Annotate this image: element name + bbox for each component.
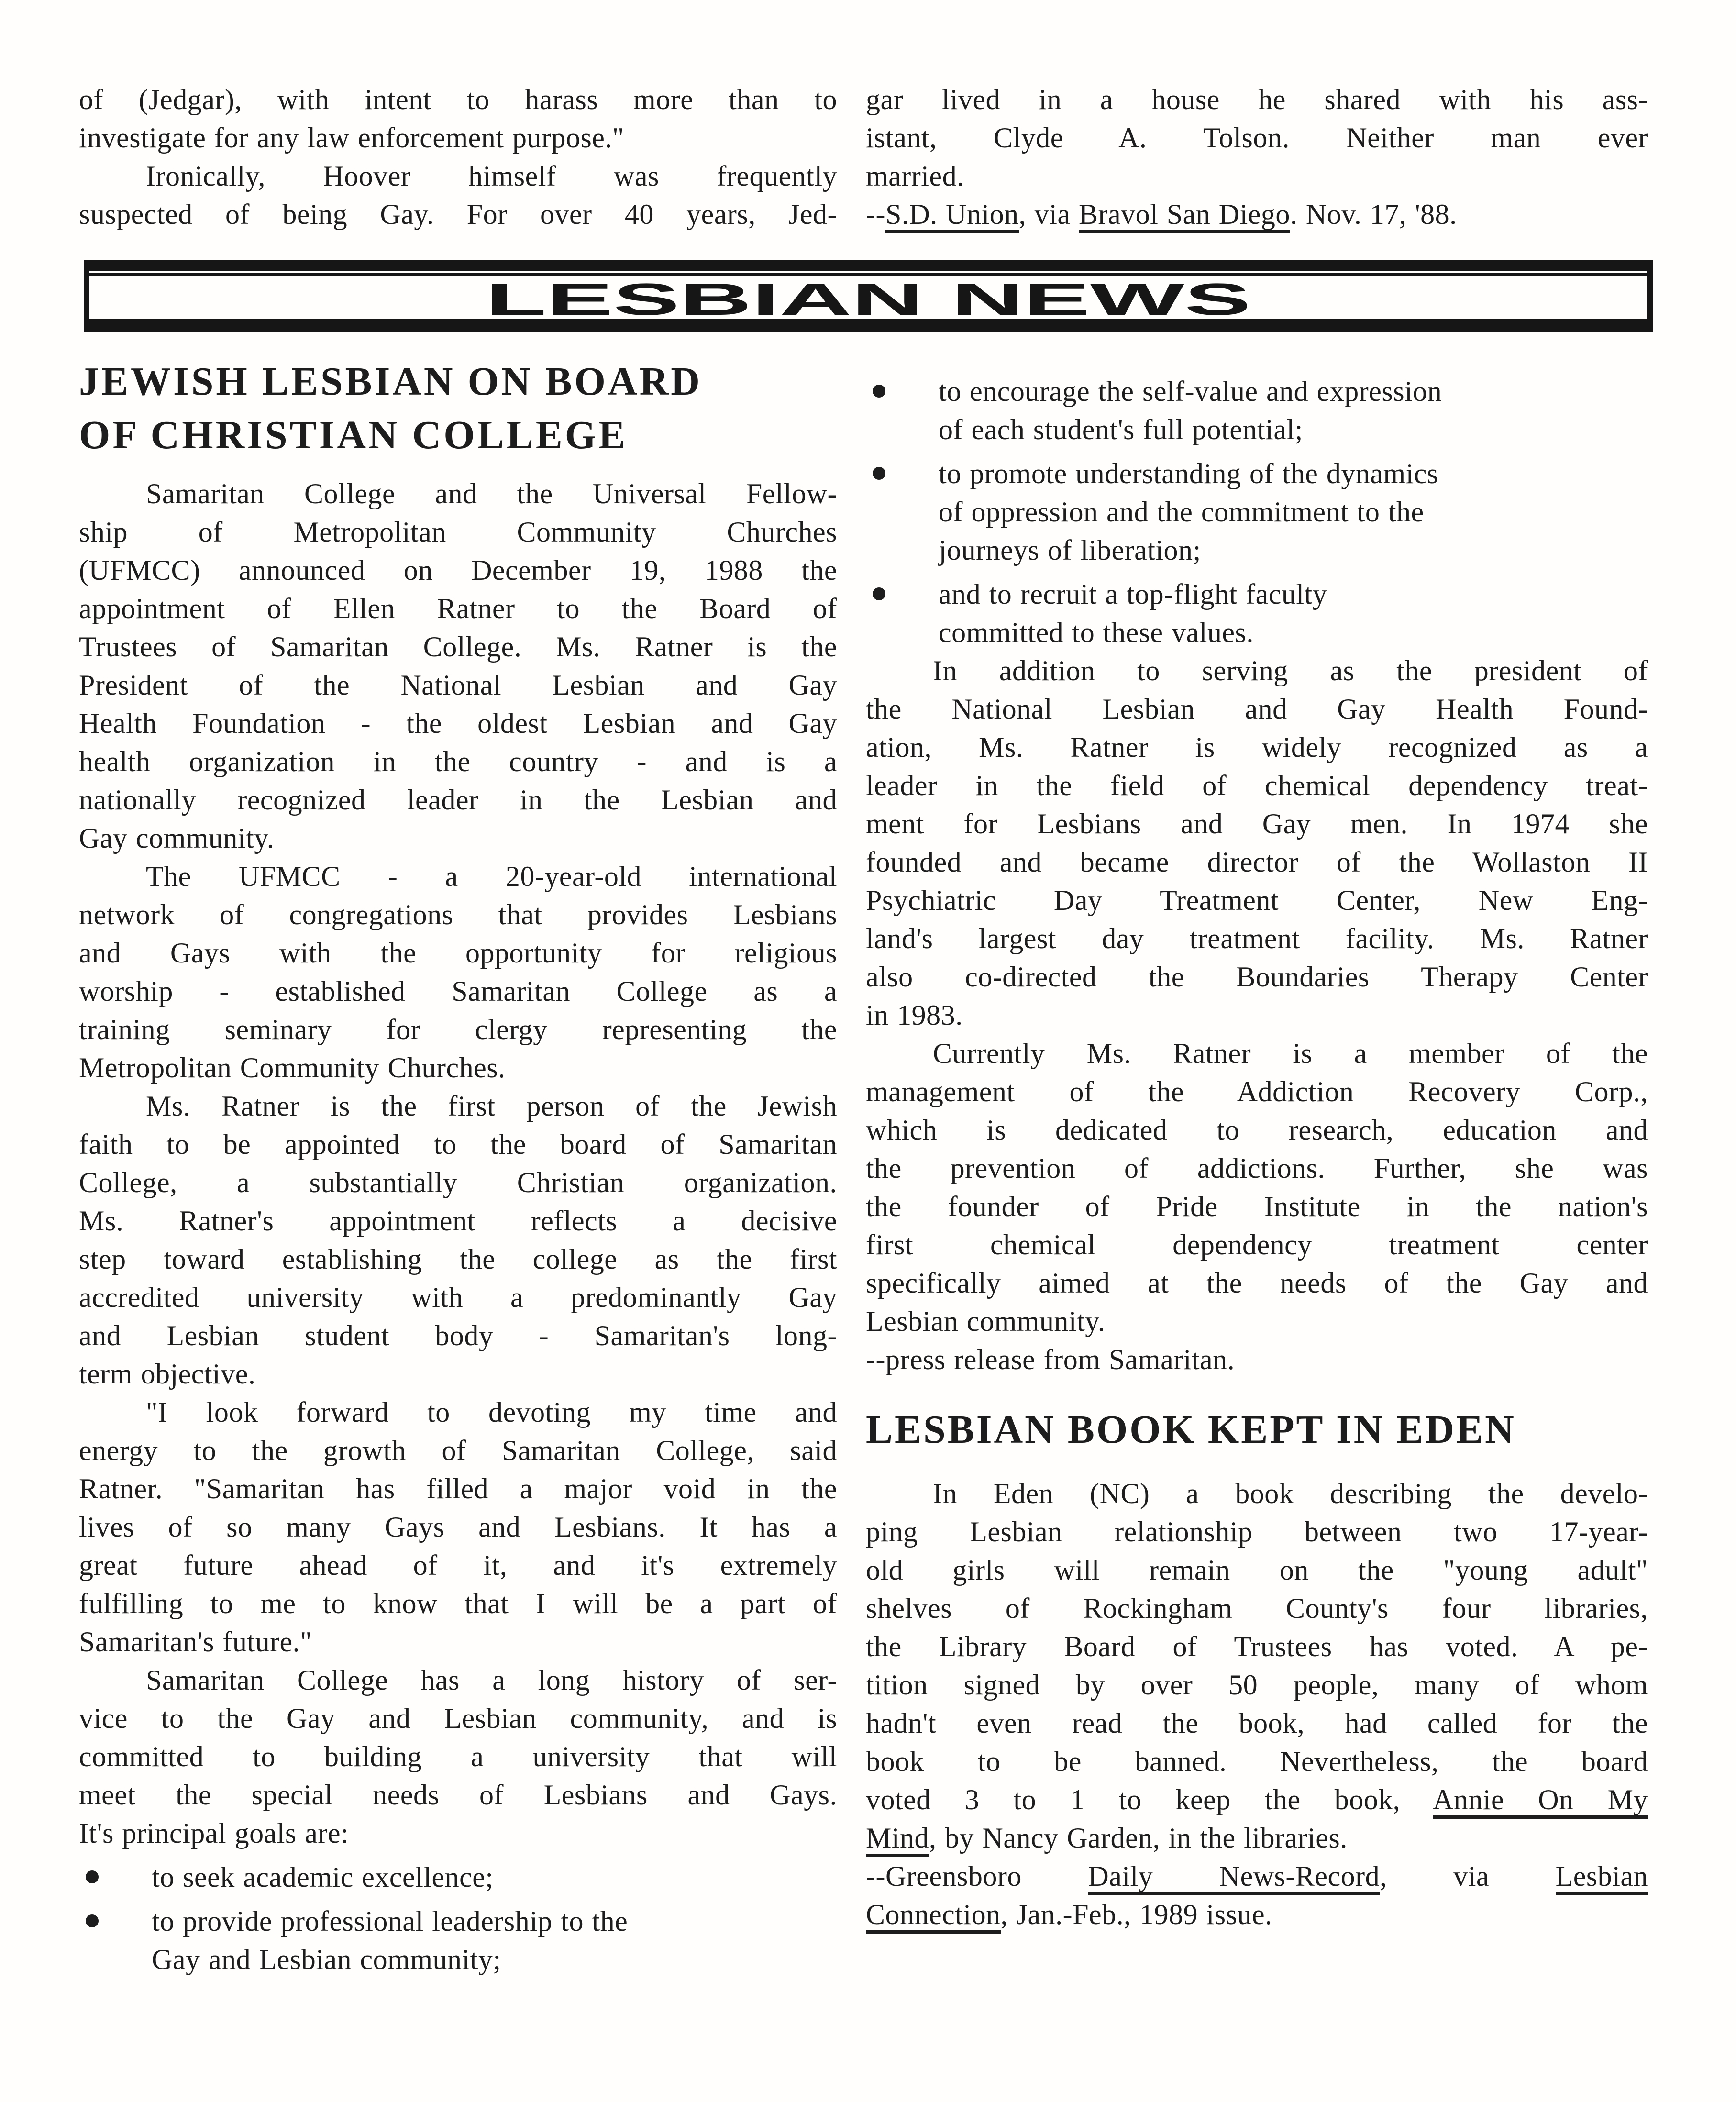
paragraph (79, 1661, 837, 1852)
text-line: Psychiatric Day Treatment Center, New Eng- (866, 885, 1648, 916)
text-line: Ironically, Hoover himself was frequently (146, 160, 837, 192)
lesbian-news-banner (84, 260, 1653, 332)
lesbian-news-banner-inner (89, 273, 1647, 321)
headline-line: OF CHRISTIAN COLLEGE (79, 413, 628, 457)
text-line: which is dedicated to research, education and (866, 1114, 1648, 1146)
text-line: committed to these values. (939, 617, 1254, 648)
section-heading: LESBIAN BOOK KEPT IN EDEN (866, 1407, 1516, 1452)
text-line: In Eden (NC) a book describing the develo- (933, 1478, 1648, 1509)
text-line: and Gays with the opportunity for religious (79, 937, 837, 969)
text-line: great future ahead of it, and it's extremely (79, 1549, 837, 1581)
text-line: Samaritan's future." (79, 1626, 312, 1658)
top-article-right-column (866, 80, 1648, 233)
text-line: Connection, Jan.-Feb., 1989 issue. (866, 1895, 1648, 1934)
text-line: health organization in the country - and is a (79, 746, 837, 777)
bullet-item (866, 575, 1648, 652)
text-line: the prevention of addictions. Further, she was (866, 1152, 1648, 1184)
text-line: step toward establishing the college as the first (79, 1243, 837, 1275)
text-line: ship of Metropolitan Community Churches (79, 516, 837, 548)
text-line: vice to the Gay and Lesbian community, and is (79, 1703, 837, 1734)
text-line: term objective. (79, 1358, 256, 1390)
left-article-body (79, 475, 837, 1979)
text-line: appointment of Ellen Ratner to the Board of (79, 593, 837, 624)
paragraph (79, 80, 837, 233)
bullet-item (866, 372, 1648, 449)
left-column (79, 355, 837, 1979)
bullet-icon (873, 467, 885, 480)
text-line: Health Foundation - the oldest Lesbian and Gay (79, 708, 837, 739)
right-article-body (866, 372, 1648, 1934)
text-line: The UFMCC - a 20-year-old international (146, 861, 837, 892)
text-line: istant, Clyde A. Tolson. Neither man ever (866, 122, 1648, 154)
text-line: ation, Ms. Ratner is widely recognized as a (866, 731, 1648, 763)
paragraph (79, 1087, 837, 1393)
text-line: In addition to serving as the president of (933, 655, 1648, 686)
text-line: meet the special needs of Lesbians and Gays. (79, 1779, 837, 1811)
bullet-item (866, 454, 1648, 569)
article-headline (79, 355, 837, 462)
bullet-item (79, 1902, 837, 1979)
text-line: leader in the field of chemical dependency treat- (866, 770, 1648, 801)
text-line: Gay and Lesbian community; (152, 1944, 501, 1975)
text-line: the Library Board of Trustees has voted. A pe- (866, 1631, 1648, 1662)
paragraph (79, 475, 837, 857)
text-line: Ms. Ratner is the first person of the Jewish (146, 1090, 837, 1122)
text-line: specifically aimed at the needs of the Gay and (866, 1267, 1648, 1299)
text-line: College, a substantially Christian organization. (79, 1167, 837, 1198)
paragraph (866, 1474, 1648, 1857)
text-line: committed to building a university that will (79, 1741, 837, 1772)
text-line: faith to be appointed to the board of Samaritan (79, 1128, 837, 1160)
text-line: energy to the growth of Samaritan College, said (79, 1435, 837, 1466)
text-line: Currently Ms. Ratner is a member of the (933, 1038, 1648, 1069)
text-line: President of the National Lesbian and Gay (79, 669, 837, 701)
text-line: tition signed by over 50 people, many of whom (866, 1669, 1648, 1701)
text-line: ment for Lesbians and Gay men. In 1974 she (866, 808, 1648, 840)
text-line: gar lived in a house he shared with his ass- (866, 84, 1648, 115)
text-line: lives of so many Gays and Lesbians. It has a (79, 1511, 837, 1543)
paragraph (79, 1393, 837, 1661)
paragraph (866, 80, 1648, 233)
text-line: voted 3 to 1 to keep the book, Annie On My (866, 1781, 1648, 1819)
text-line: founded and became director of the Wollaston II (866, 846, 1648, 878)
bullet-icon (873, 587, 885, 600)
text-line: shelves of Rockingham County's four libraries, (866, 1593, 1648, 1624)
text-line: to encourage the self-value and expression (939, 376, 1442, 407)
text-line: management of the Addiction Recovery Corp., (866, 1076, 1648, 1107)
text-line: It's principal goals are: (79, 1817, 349, 1849)
text-line: land's largest day treatment facility. Ms. Ratner (866, 923, 1648, 954)
text-line: Samaritan College and the Universal Fellow- (146, 478, 837, 509)
text-line: first chemical dependency treatment center (866, 1229, 1648, 1261)
right-column (866, 355, 1648, 1934)
text-line: "I look forward to devoting my time and (146, 1396, 837, 1428)
text-line: to provide professional leadership to the (152, 1905, 628, 1937)
text-line: Trustees of Samaritan College. Ms. Ratner is the (79, 631, 837, 663)
text-line: Metropolitan Community Churches. (79, 1052, 506, 1084)
text-line: journeys of liberation; (939, 534, 1201, 566)
text-line: fulfilling to me to know that I will be a part of (79, 1588, 837, 1619)
text-line: ping Lesbian relationship between two 17-year- (866, 1516, 1648, 1548)
paragraph (866, 1857, 1648, 1934)
bullet-icon (86, 1914, 99, 1927)
text-line: (UFMCC) announced on December 19, 1988 the (79, 554, 837, 586)
text-line: and Lesbian student body - Samaritan's long- (79, 1320, 837, 1351)
bullet-item (79, 1858, 837, 1896)
text-line: Gay community. (79, 822, 275, 854)
text-line: of (Jedgar), with intent to harass more than to (79, 84, 837, 115)
paragraph (79, 857, 837, 1087)
text-line: Lesbian community. (866, 1305, 1106, 1337)
text-line: old girls will remain on the "young adult" (866, 1554, 1648, 1586)
text-line: nationally recognized leader in the Lesbian and (79, 784, 837, 816)
text-line: of oppression and the commitment to the (939, 496, 1424, 528)
text-line: Ratner. "Samaritan has filled a major void in the (79, 1473, 837, 1505)
banner-title: LESBIAN NEWS (486, 277, 1251, 321)
headline-line: JEWISH LESBIAN ON BOARD (79, 359, 702, 404)
text-line: to seek academic excellence; (152, 1861, 494, 1893)
text-line: to promote understanding of the dynamics (939, 458, 1438, 489)
text-line: network of congregations that provides Lesbians (79, 899, 837, 930)
text-line: Mind, by Nancy Garden, in the libraries. (866, 1819, 1648, 1857)
paragraph (866, 652, 1648, 1034)
banner-title-graphic (476, 277, 1261, 321)
text-line: --S.D. Union, via Bravol San Diego. Nov. 17, '88. (866, 195, 1648, 233)
text-line: worship - established Samaritan College as a (79, 975, 837, 1007)
text-line: Samaritan College has a long history of ser- (146, 1664, 837, 1696)
text-line: book to be banned. Nevertheless, the board (866, 1746, 1648, 1777)
text-line: hadn't even read the book, had called for the (866, 1707, 1648, 1739)
text-line: the founder of Pride Institute in the nation's (866, 1191, 1648, 1222)
text-line: accredited university with a predominantly Gay (79, 1282, 837, 1313)
text-line: in 1983. (866, 999, 963, 1031)
paragraph (866, 1034, 1648, 1340)
paragraph (866, 1340, 1648, 1379)
text-line: also co-directed the Boundaries Therapy Center (866, 961, 1648, 993)
text-line: and to recruit a top-flight faculty (939, 578, 1327, 610)
top-article-left-column (79, 80, 837, 233)
text-line: suspected of being Gay. For over 40 years, Jed- (79, 199, 837, 230)
text-line: --press release from Samaritan. (866, 1344, 1235, 1375)
bullet-icon (86, 1870, 99, 1883)
text-line: investigate for any law enforcement purpose." (79, 122, 624, 154)
text-line: of each student's full potential; (939, 414, 1303, 445)
text-line: --Greensboro Daily News-Record, via Lesbian (866, 1857, 1648, 1895)
text-line: training seminary for clergy representing the (79, 1014, 837, 1045)
text-line: the National Lesbian and Gay Health Found- (866, 693, 1648, 725)
bullet-icon (873, 385, 885, 398)
text-line: married. (866, 160, 964, 192)
text-line: Ms. Ratner's appointment reflects a decisive (79, 1205, 837, 1237)
